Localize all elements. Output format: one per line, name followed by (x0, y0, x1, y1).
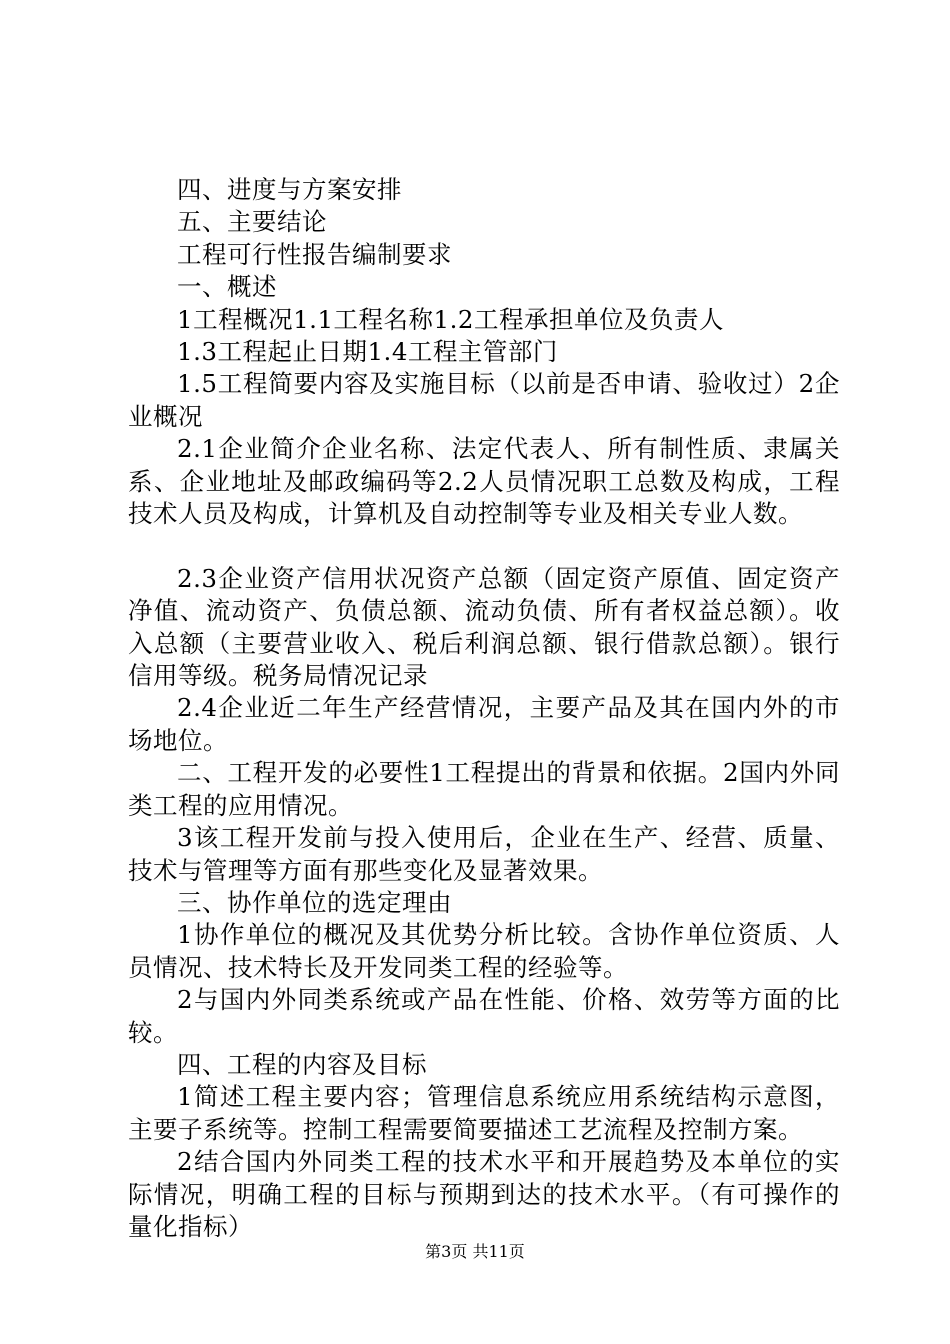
paragraph-project-dates: 1.3工程起止日期1.4工程主管部门 (177, 337, 558, 367)
paragraph-necessity: 二、工程开发的必要性1工程提出的背景和依据。2国内外同类工程的应用情况。 (128, 758, 840, 820)
page-number-footer: 第3页 共11页 (425, 1242, 525, 1261)
paragraph-content-heading: 四、工程的内容及目标 (177, 1049, 427, 1079)
paragraph-progress-plan: 四、进度与方案安排 (177, 175, 402, 204)
paragraph-content-summary: 1简述工程主要内容；管理信息系统应用系统结构示意图，主要子系统等。控制工程需要简要描述工艺流程及控制方案。 (128, 1082, 840, 1144)
paragraph-goals: 2结合国内外同类工程的技术水平和开展趋势及本单位的实际情况，明确工程的目标与预期到达的技术水平。（有可操作的量化指标） (128, 1147, 840, 1241)
paragraph-main-conclusion: 五、主要结论 (177, 207, 327, 237)
paragraph-company-assets: 2.3企业资产信用状况资产总额（固定资产原值、固定资产净值、流动资产、负债总额、流动负债、所有者权益总额）。收入总额（主要营业收入、税后利润总额、银行借款总额）。银行信用等级。税务局情况记录 (128, 563, 840, 691)
paragraph-company-profile: 2.1企业简介企业名称、法定代表人、所有制性质、隶属关系、企业地址及邮政编码等2.2人员情况职工总数及构成，工程技术人员及构成，计算机及自动控制等专业及相关专业人数。 (128, 434, 840, 529)
paragraph-company-operations: 2.4企业近二年生产经营情况，主要产品及其在国内外的市场地位。 (128, 693, 840, 755)
document-body (128, 174, 840, 1243)
paragraph-report-requirements-title: 工程可行性报告编制要求 (177, 239, 452, 269)
paragraph-project-summary: 1.5工程简要内容及实施目标（以前是否申请、验收过）2企业概况 (128, 369, 840, 431)
paragraph-project-overview: 1工程概况1.1工程名称1.2工程承担单位及负责人 (177, 304, 725, 334)
paragraph-effects: 3该工程开发前与投入使用后，企业在生产、经营、质量、技术与管理等方面有那些变化及显著效果。 (128, 823, 840, 885)
paragraph-partner-comparison: 2与国内外同类系统或产品在性能、价格、效劳等方面的比较。 (128, 985, 840, 1047)
paragraph-spacer (128, 530, 840, 562)
paragraph-overview-heading: 一、概述 (177, 272, 277, 302)
paragraph-partner-overview: 1协作单位的概况及其优势分析比较。含协作单位资质、人员情况、技术特长及开发同类工程的经验等。 (128, 920, 840, 982)
paragraph-partner-heading: 三、协作单位的选定理由 (177, 887, 452, 917)
